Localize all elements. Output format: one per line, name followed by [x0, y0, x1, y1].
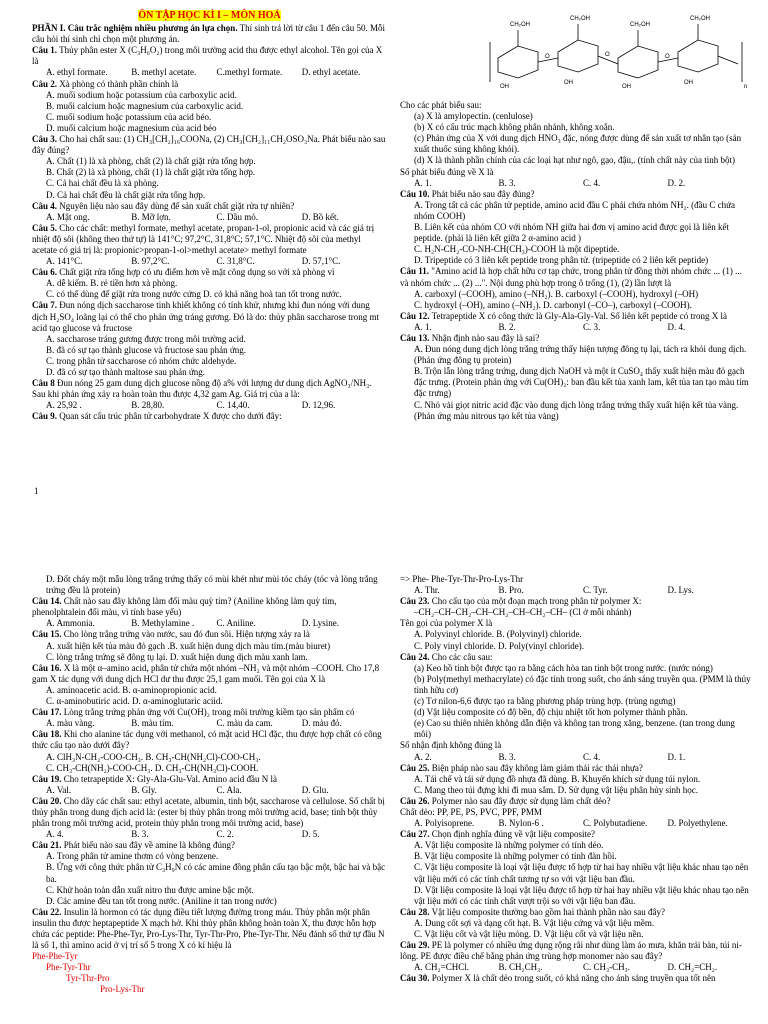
staircase-line: Phe-Phe-Tyr — [32, 951, 78, 962]
question-number: Câu 5. — [32, 222, 58, 233]
question-number: Câu 16. — [32, 662, 62, 673]
question-text: Chất nào sau đây không làm đổi màu quỳ tím? (Aniline không làm quỳ tím, phenolphtalein đổi màu, vì tính base yếu) — [32, 596, 337, 618]
option-line: A. Đun nóng dung dịch lòng trắng trứng thấy hiện tượng đông tụ lại, tách ra khỏi dung dịch. (Phản ứng đông tụ protein) — [414, 344, 747, 366]
option-line: B. Chất (2) là xà phòng, chất (1) là chất giặt rửa tổng hợp. — [46, 167, 256, 178]
question-number: Câu 1. — [32, 45, 58, 56]
question-number: Câu 7. — [32, 300, 58, 311]
option-line: D. Cả hai chất đều là chất giặt rửa tổng hợp. — [46, 189, 206, 200]
answer-options — [32, 256, 387, 267]
option-line: A. Trong phân tử amine thơm có vòng benzene. — [46, 851, 219, 862]
question-text: Vật liệu composite thường bao gồm hai thành phần nào sau đây? — [429, 906, 665, 917]
option-line: (c) Tơ nilon-6,6 được tạo ra bằng phương pháp trùng hợp. (trùng ngưng) — [414, 696, 676, 707]
p1-right-content — [400, 100, 752, 422]
option-line: B. muối calcium hoặc magnesium của carboxylic acid. — [46, 100, 244, 111]
option-line: C. Nhỏ vài giọt nitric acid đặc vào dung dịch lòng trắng trứng thấy xuất hiện kết tủa vàng. (Phản ứng màu nitrous tạo kết tủa vàng) — [414, 399, 739, 421]
question-text: Cho hai chất sau: (1) CH₃[CH₂]₁₆COONa, (2) CH₃[CH₂]₁₁CH₂OSO₃Na. Phát biểu nào sau đây đúng? — [32, 134, 386, 156]
question-text: Polymer nào sau đây được sử dụng làm chất dẻo? — [429, 795, 611, 806]
answer-option: D. Lysine. — [301, 618, 339, 629]
question — [32, 267, 387, 278]
question-text: Insulin là hormon có tác dụng điều tiết lượng đường trong máu. Thủy phân một phân insulin thu được heptapeptide X mạch hở. Khi thủy phân không hoàn toàn X, thu được hỗn hợp chứa các peptide: Phe-Phe-Tyr, Pro-Lys-Thr, Tyr-Thr-Pro, Phe-Tyr-Thr. Nếu đánh số thứ tự đầu N là số 1, thì amino acid ở vị trí số 5 trong X có kí hiệu là — [32, 906, 385, 951]
question — [32, 596, 387, 618]
question-text: Đun nóng dịch saccharose tinh khiết không có tính khử, nhưng khi đun nóng với dung dịch H₂SO₄ loãng lại có thể cho phản ứng tráng gương. Đó là do: thủy phân saccharose trong mt acid tạo glucose và fructose — [32, 300, 379, 333]
option-line: A. xuất hiện kết tủa màu đỏ gạch .B. xuất hiện dung dịch màu tím.(màu biuret) — [46, 640, 331, 651]
answer-options — [32, 212, 387, 223]
question — [32, 707, 387, 718]
question-text: Polymer X là chất dẻo trong suốt, có khả năng cho ánh sáng truyền qua tốt nên — [429, 973, 716, 984]
option-line: (d) X là thành phần chính của các loại hạt như ngô, gạo, đậu,. (tính chất này của tinh bột) — [414, 155, 736, 166]
question — [32, 840, 387, 851]
answer-option: A. 141°C. — [46, 256, 83, 267]
answer-option: B. Pro. — [498, 585, 524, 596]
question — [32, 663, 387, 685]
answer-options — [400, 962, 752, 973]
question — [400, 333, 752, 344]
answer-option: A. 25,92 . — [46, 400, 82, 411]
question-text: Tetrapeptide X có công thức là Gly-Ala-Gly-Val. Số liên kết peptide có trong X là — [429, 310, 728, 321]
question-number: Câu 10. — [400, 188, 430, 199]
question-number: Câu 29. — [400, 940, 430, 951]
polymer-formula: –CH₂–CH–CH₂–CH–CH₂–CH–CH₂–CH– (Cl ở mỗi nhánh) — [414, 607, 632, 618]
part1-heading: PHẦN I. Câu trắc nghiệm nhiều phương án lựa chọn. Thí sinh trả lời từ câu 1 đến câu 50. Mỗi câu hỏi thí sinh chỉ chọn một phương án. — [32, 23, 386, 45]
answer-option: D. Bồ kết. — [301, 211, 339, 222]
question — [400, 829, 752, 840]
option-line: C. Poly vinyl chloride. D. Poly(vinyl chloride). — [414, 640, 584, 651]
answer-option: C. 2. — [216, 829, 234, 840]
text-line: Số phát biểu đúng về X là — [400, 166, 494, 177]
answer-options — [32, 400, 387, 411]
svg-text:O: O — [605, 52, 610, 58]
page-1-right-column — [400, 100, 752, 422]
answer-option: A. 1. — [414, 177, 432, 188]
option-line: C. lòng trắng trứng sẽ đông tụ lại. D. xuất hiện dung dịch màu xanh lam. — [46, 651, 308, 662]
answer-option: A. Mật ong. — [46, 211, 90, 222]
question — [32, 134, 387, 156]
question-number: Câu 12. — [400, 310, 430, 321]
text-line: Chất dẻo: PP, PE, PS, PVC, PPF, PMM — [400, 806, 542, 817]
answer-option: A. Val. — [46, 784, 72, 795]
question-number: Câu 30. — [400, 973, 430, 984]
question — [400, 189, 752, 200]
page-2-right-column — [400, 574, 752, 984]
answer-option: C. Dầu mỏ. — [216, 211, 258, 222]
answer-options — [400, 178, 752, 189]
answer-option: C. 31,8°C. — [216, 256, 255, 267]
answer-option: C.methyl formate. — [216, 67, 283, 78]
answer-option: A. 4. — [46, 829, 64, 840]
option-line: D. Tripeptide có 3 liên kết peptide trong phân tử. (tripeptide có 2 liên kết peptide) — [414, 255, 709, 266]
option-line: B. Liên kết của nhóm CO với nhóm NH giữa hai đơn vị amino acid được gọi là liên kết peptide. (phải là liên kết giữa 2 α-amino acid ) — [414, 222, 729, 244]
option-line: D. đã có sự tạo thành maltose sau phản ứng. — [46, 367, 205, 377]
staircase-line: Phe-Tyr-Thr — [46, 962, 91, 973]
answer-options — [32, 785, 387, 796]
answer-option: B. methyl acetate. — [131, 67, 197, 78]
option-line: C. có thể dùng để giặt rửa trong nước cứng D. có khả năng hoà tan tốt trong nước. — [46, 289, 342, 300]
question-text: Phát biểu nào sau đây đúng? — [429, 188, 535, 199]
question-number: Câu 18. — [32, 729, 62, 740]
question — [400, 652, 752, 663]
option-line: (c) Phản ứng của X với dung dịch HNO₃ đặc, nóng được dùng để sản xuất tơ nhân tạo (sản xuất thuốc súng không khói). — [414, 133, 742, 155]
question — [32, 411, 387, 422]
answer-option: C. Ala. — [216, 784, 242, 795]
question-number: Câu 13. — [400, 332, 430, 343]
question-text: Lòng trắng trứng phản ứng với Cu(OH)₂ trong môi trường kiềm tạo sản phẩm có — [61, 707, 355, 718]
question-number: Câu 28. — [400, 906, 430, 917]
question-number: Câu 22. — [32, 906, 62, 917]
option-line: A. ClH₃N-CH₂-COO-CH₃. B. CH₃-CH(NH₂Cl)-COO-CH₃. — [46, 751, 261, 762]
option-line: C. CH₃-CH(NH₂)-COO-CH₃. D. CH₃-CH(NH₃Cl)-COOH. — [46, 762, 259, 773]
carbohydrate-structure-figure — [488, 8, 748, 96]
question-number: Câu 23. — [400, 596, 430, 607]
question-text: Đun nóng 25 gam dung dịch glucose nồng độ a% với lượng dư dung dịch AgNO₃/NH₃. Sau khi phản ứng xảy ra hoàn toàn thu được 4,32 gam Ag. Giá trị của a là: — [32, 378, 372, 400]
option-line: C. Khử hoàn toàn dẫn xuất nitro thu được amine bậc một. — [46, 884, 254, 895]
answer-option: A. 2. — [414, 751, 432, 762]
question — [32, 907, 387, 951]
text-line: => Phe- Phe-Tyr-Thr-Pro-Lys-Thr — [400, 574, 524, 584]
option-line: B. đã có sự tạo thành glucose và fructose sau phản ứng. — [46, 344, 246, 355]
question-text: Khi cho alanine tác dụng với methanol, có mặt acid HCl đặc, thu được hợp chất có công thức cấu tạo nào dưới đây? — [32, 729, 382, 751]
question — [32, 223, 387, 256]
svg-text:O: O — [665, 54, 670, 60]
answer-option: C. CH₃-CH₃. — [583, 962, 631, 973]
option-line: (a) Keo hồ tinh bột được tạo ra bằng cách hòa tan tinh bột trong nước. (nước nóng) — [414, 662, 713, 673]
option-line: C. Mang theo túi đựng khi đi mua sắm. D. Sử dụng vật liệu phân hủy sinh học. — [414, 784, 698, 795]
option-line: D. Vật liệu composite là loại vật liệu được tổ hợp từ hai hay nhiều vật liệu khác nhau tạo nên vật liệu mới có các tính chất vượt trội so với vật liệu ban đầu. — [414, 884, 749, 906]
option-line: D. muối calcium hoặc magnesium của acid béo — [46, 122, 217, 133]
question-text: Cho lòng trắng trứng vào nước, sau đó đun sôi. Hiện tượng xảy ra là — [61, 629, 310, 640]
p2-left-content — [32, 574, 387, 951]
document-title: ÔN TẬP HỌC KÌ I – MÔN HOÁ — [138, 10, 281, 21]
question — [32, 300, 387, 333]
answer-option: D. màu đỏ. — [301, 718, 342, 729]
question-text: Biện pháp nào sau đây không làm giảm thải rác thải nhựa? — [429, 762, 643, 773]
option-line: A. aminoacetic acid. B. α-aminopropionic acid. — [46, 684, 217, 695]
answer-option: A. Polyisoprene. — [414, 818, 475, 829]
svg-text:CH₂OH: CH₂OH — [510, 22, 530, 28]
option-line: C. Vật liệu cốt và vật liệu mỏng. D. Vật liệu cốt và vật liệu nền. — [414, 929, 644, 939]
question-number: Câu 26. — [400, 795, 430, 806]
answer-option: D. Glu. — [301, 784, 329, 795]
polysaccharide-chain — [490, 24, 742, 82]
option-line: (e) Cao su thiên nhiên không dẫn điện và không tan trong xăng, benzene. (tan trong dung môi) — [414, 718, 735, 740]
answer-option: C. 14,40. — [216, 400, 250, 411]
answer-option: C. Polybutadiene. — [583, 818, 648, 829]
answer-option: B. 3. — [131, 829, 149, 840]
option-line: A. carboxyl (–COOH), amino (–NH₂). B. carboxyl (–COOH), hydroxyl (–OH) — [414, 288, 699, 299]
question-text: PE là polymer có nhiều ứng dụng rộng rãi như dùng làm áo mưa, khăn trải bàn, túi ni-lông. PE được điều chế bằng phản ứng trùng hợp monomer nào sau đây? — [400, 940, 742, 962]
question — [32, 774, 387, 785]
answer-options — [400, 322, 752, 333]
option-line: D. Đốt cháy một mẫu lòng trắng trứng thấy có mùi khét như mùi tóc cháy (tóc và lòng trắng trứng đều là protein) — [46, 574, 378, 596]
question-number: Câu 24. — [400, 651, 430, 662]
answer-option: D. 4. — [667, 321, 686, 332]
answer-option: B. Gly. — [131, 784, 157, 795]
p1-left-content — [32, 45, 387, 422]
option-line: A. saccharose tráng gương được trong môi trường acid. — [46, 333, 246, 344]
question-text: Chất giặt rửa tổng hợp có ưu điểm hơn về mặt công dụng so với xà phòng vì — [57, 267, 335, 278]
question — [32, 629, 387, 640]
question — [32, 45, 387, 67]
answer-option: C. 4. — [583, 751, 601, 762]
question-number: Câu 25. — [400, 762, 430, 773]
answer-option: C. màu da cam. — [216, 718, 273, 729]
question — [32, 201, 387, 212]
question — [400, 266, 752, 288]
answer-options — [32, 718, 387, 729]
question-text: Cho các chất: methyl formate, methyl acetate, propan-1-ol, propionic acid và các giá trị nhiệt độ sôi (không theo thứ tự) là 141°C; 97,2°C, 31,8°C; 57,1°C. Nhiệt độ sôi của methyl acetate có giá trị là: propionic>propan-1-ol>methyl acetate> methyl formate — [32, 222, 375, 255]
option-line: A. dễ kiếm. B. rẻ tiền hơn xà phòng. — [46, 278, 178, 289]
svg-text:CH₂OH: CH₂OH — [570, 16, 590, 22]
question-number: Câu 2. — [32, 78, 58, 89]
option-line: D. Các amine đều tan tốt trong nước. (Aniline ít tan trong nước) — [46, 895, 277, 906]
option-line: A. Vật liệu composite là những polymer có tính dẻo. — [414, 840, 604, 851]
question — [400, 940, 752, 962]
answer-option: D. CH₂=CH₂. — [667, 962, 718, 973]
answer-option: B. 28,80. — [131, 400, 165, 411]
option-line: A. muối sodium hoặc potassium của carboxylic acid. — [46, 89, 237, 100]
answer-option: D. ethyl acetate. — [301, 67, 361, 78]
answer-option: A. 1. — [414, 321, 432, 332]
svg-text:OH: OH — [500, 84, 509, 90]
question-number: Câu 4. — [32, 200, 58, 211]
option-line: (d) Vật liệu composite có độ bền, độ chịu nhiệt tốt hơn polymer thành phần. — [414, 707, 688, 718]
page-1-left-column — [32, 10, 387, 422]
answer-option: A. CH₂=CHCl. — [414, 962, 469, 973]
option-line: B. Vật liệu composite là những polymer có tính đàn hồi. — [414, 851, 617, 862]
question-text: Cho dãy các chất sau: ethyl acetate, albumin, tinh bột, saccharose và cellulose. Số chất bị thủy phân trong dung dịch acid là: (ester bị thủy phân trong môi trường acid, base; tinh bột thủy phân trong môi trường acid, protein thủy phân trong môi trường acid, base) — [32, 795, 385, 829]
option-line: C. α-aminobutiric acid. D. α-aminoglutaric aciid. — [46, 696, 223, 707]
svg-text:CH₂OH: CH₂OH — [690, 16, 710, 22]
p2-right-content — [400, 574, 752, 984]
question-number: Câu 3. — [32, 134, 58, 145]
answer-option: B. 97,2°C. — [131, 256, 170, 267]
answer-options — [32, 618, 387, 629]
answer-option: A. Ammonia. — [46, 618, 95, 629]
answer-option: C. 3. — [583, 321, 601, 332]
option-line: (b) Poly(methyl methacrylate) có đặc tính trong suốt, cho ánh sáng truyền qua. (PMM là thủy tinh hữu cơ) — [414, 673, 751, 695]
answer-option: D. 57,1°C. — [301, 256, 341, 267]
answer-option: C. Tyr. — [583, 585, 608, 596]
answer-option: A. màu vàng. — [46, 718, 95, 729]
svg-text:CH₂OH: CH₂OH — [630, 22, 650, 28]
question-number: Câu 21. — [32, 840, 62, 851]
question-number: Câu 20. — [32, 795, 62, 806]
svg-text:OH: OH — [564, 80, 573, 86]
svg-text:n: n — [744, 84, 748, 90]
option-line: A. Chất (1) là xà phòng, chất (2) là chất giặt rửa tổng hợp. — [46, 156, 256, 167]
answer-options — [400, 752, 752, 763]
answer-option: B. Methylamine . — [131, 618, 195, 629]
answer-option: B. Mỡ lợn. — [131, 211, 171, 222]
svg-text:OH: OH — [622, 84, 631, 90]
option-line: B. Ứng với công thức phân tử C₃H₉N có các amine đồng phân cấu tạo bậc một, bậc hai và bậc ba. — [46, 862, 386, 884]
answer-option: D. 2. — [667, 177, 686, 188]
answer-option: B. 3. — [498, 751, 516, 762]
question — [400, 973, 752, 984]
option-line: C. Cả hai chất đều là xà phòng. — [46, 178, 159, 189]
answer-option: D. Polyethylene. — [667, 818, 728, 829]
question-number: Câu 6. — [32, 267, 58, 278]
question-text: Xà phòng có thành phần chính là — [57, 78, 179, 89]
question — [32, 378, 387, 400]
answer-option: C. 4. — [583, 177, 601, 188]
page-number: 1 — [34, 486, 39, 496]
staircase-line: Tyr-Thr-Pro — [66, 973, 110, 984]
peptide-staircase — [32, 951, 387, 995]
option-line: A. Tái chế và tái sử dụng đồ nhựa đã dùng. B. Khuyến khích sử dụng túi nylon. — [414, 773, 701, 784]
question — [32, 729, 387, 751]
question-number: Câu 9. — [32, 411, 58, 422]
answer-option: B. 3. — [498, 177, 516, 188]
answer-option: B. Nylon-6 . — [498, 818, 544, 829]
answer-option: D. 5. — [301, 829, 320, 840]
question-text: X là một α–amino acid, phân tử chứa một nhóm –NH₂ và một nhóm –COOH. Cho 17,8 gam X tác dụng với dung dịch HCl dư thu được 25,1 gam muối. Tên gọi của X là — [32, 662, 380, 684]
answer-options — [400, 585, 752, 596]
question — [400, 796, 752, 807]
answer-option: A. Thr. — [414, 585, 440, 596]
question-number: Câu 19. — [32, 773, 62, 784]
text-line: Cho các phát biểu sau: — [400, 100, 482, 110]
question — [32, 79, 387, 90]
answer-option: B. CH₂CH₃. — [498, 962, 543, 973]
svg-text:O: O — [545, 54, 550, 60]
text-line: Tên gọi của polymer X là — [400, 618, 493, 629]
question-text: Thủy phân ester X (C₃H₆O₂) trong môi trường acid thu được ethyl alcohol. Tên gọi của X là — [32, 45, 383, 67]
question-text: Cho tetrapeptide X: Gly-Ala-Glu-Val. Amino acid đầu N là — [61, 773, 277, 784]
answer-options — [32, 829, 387, 840]
answer-option: D. 1. — [667, 751, 686, 762]
option-line: C. Vật liệu composite là loại vật liệu được tổ hợp từ hai hay nhiều vật liệu khác nhau tạo nên vật liệu mới có các tính chất tương tự so với vật liệu ban đầu. — [414, 862, 749, 884]
option-line: C. H₂N-CH₂-CO-NH-CH(CH₃)-COOH là một dipeptide. — [414, 244, 620, 255]
question-number: Câu 15. — [32, 629, 62, 640]
text-line: Số nhận định không đúng là — [400, 740, 502, 751]
option-line: B. Trộn lẫn lòng trắng trứng, dung dịch NaOH và một ít CuSO₄ thấy xuất hiện màu đỏ gạch đặc trưng. (Protein phản ứng với Cu(OH)₂: ban đầu kết tủa xanh lam, kết tủa tan tạo màu tím đặc trưng) — [414, 366, 749, 399]
question-number: Câu 17. — [32, 707, 62, 718]
question — [32, 796, 387, 829]
question-text: "Amino acid là hợp chất hữu cơ tạp chức, trong phân tử đồng thời nhóm chức ... (1) ... và nhóm chức ... (2) ...". Nội dung phù hợp trong ô trống (1), (2) lần lượt là — [400, 266, 742, 288]
answer-option: B. màu tím. — [131, 718, 174, 729]
option-line: C. muối sodium hoặc potassium của acid béo. — [46, 111, 212, 122]
answer-options — [32, 67, 387, 78]
option-line: C. hydroxyl (–OH), amino (–NH₂). D. carbonyl (–CO–), carboxyl (–COOH). — [414, 299, 692, 310]
question-text: Nguyên liệu nào sau đây dùng để sản xuất chất giặt rửa tự nhiên? — [57, 200, 295, 211]
option-line: A. Polyvinyl chloride. B. (Polyvinyl) chloride. — [414, 629, 582, 640]
answer-options — [400, 818, 752, 829]
question-number: Câu 11. — [400, 266, 430, 277]
question-number: Câu 8 — [32, 378, 55, 389]
option-line: (b) X có cấu trúc mạch không phân nhánh, không xoắn. — [414, 122, 615, 133]
question-text: Nhận định nào sau đây là sai? — [429, 332, 540, 343]
question — [400, 311, 752, 322]
answer-option: D. 12,96. — [301, 400, 336, 411]
question-text: Cho cấu tạo của một đoạn mạch trong phân tử polymer X: — [429, 596, 642, 607]
page-2 — [0, 512, 768, 1024]
answer-option: D. Lys. — [667, 585, 694, 596]
question-text: Phát biểu nào sau đây về amine là không đúng? — [61, 840, 235, 851]
staircase-line: Pro-Lys-Thr — [100, 984, 145, 995]
question — [400, 596, 752, 607]
option-line: A. Trong tất cả các phân tử peptide, amino acid đầu C phải chứa nhóm NH₂. (đầu C chứa nhóm COOH) — [414, 199, 735, 221]
page-2-left-column — [32, 574, 387, 996]
question-text: Quan sát cấu trúc phân tử carbohydrate X được cho dưới đây: — [57, 411, 282, 422]
answer-option: B. 2. — [498, 321, 516, 332]
question-text: Cho các câu sau: — [429, 651, 493, 662]
svg-text:OH: OH — [684, 80, 693, 86]
option-line: A. Dung cốt sợi và dạng cốt hạt. B. Vật liệu cứng và vật liệu mềm. — [414, 917, 655, 928]
answer-option: A. ethyl formate. — [46, 67, 108, 78]
question-text: Chọn định nghĩa đúng về vật liệu composite? — [429, 829, 595, 840]
option-line: C. trong phân tử saccharose có nhóm chức aldehyde. — [46, 355, 237, 366]
question-number: Câu 27. — [400, 829, 430, 840]
question-number: Câu 14. — [32, 596, 62, 607]
question — [400, 763, 752, 774]
question — [400, 907, 752, 918]
option-line: (a) X là amylopectin. (cenlulose) — [414, 111, 533, 122]
answer-option: C. Aniline. — [216, 618, 256, 629]
